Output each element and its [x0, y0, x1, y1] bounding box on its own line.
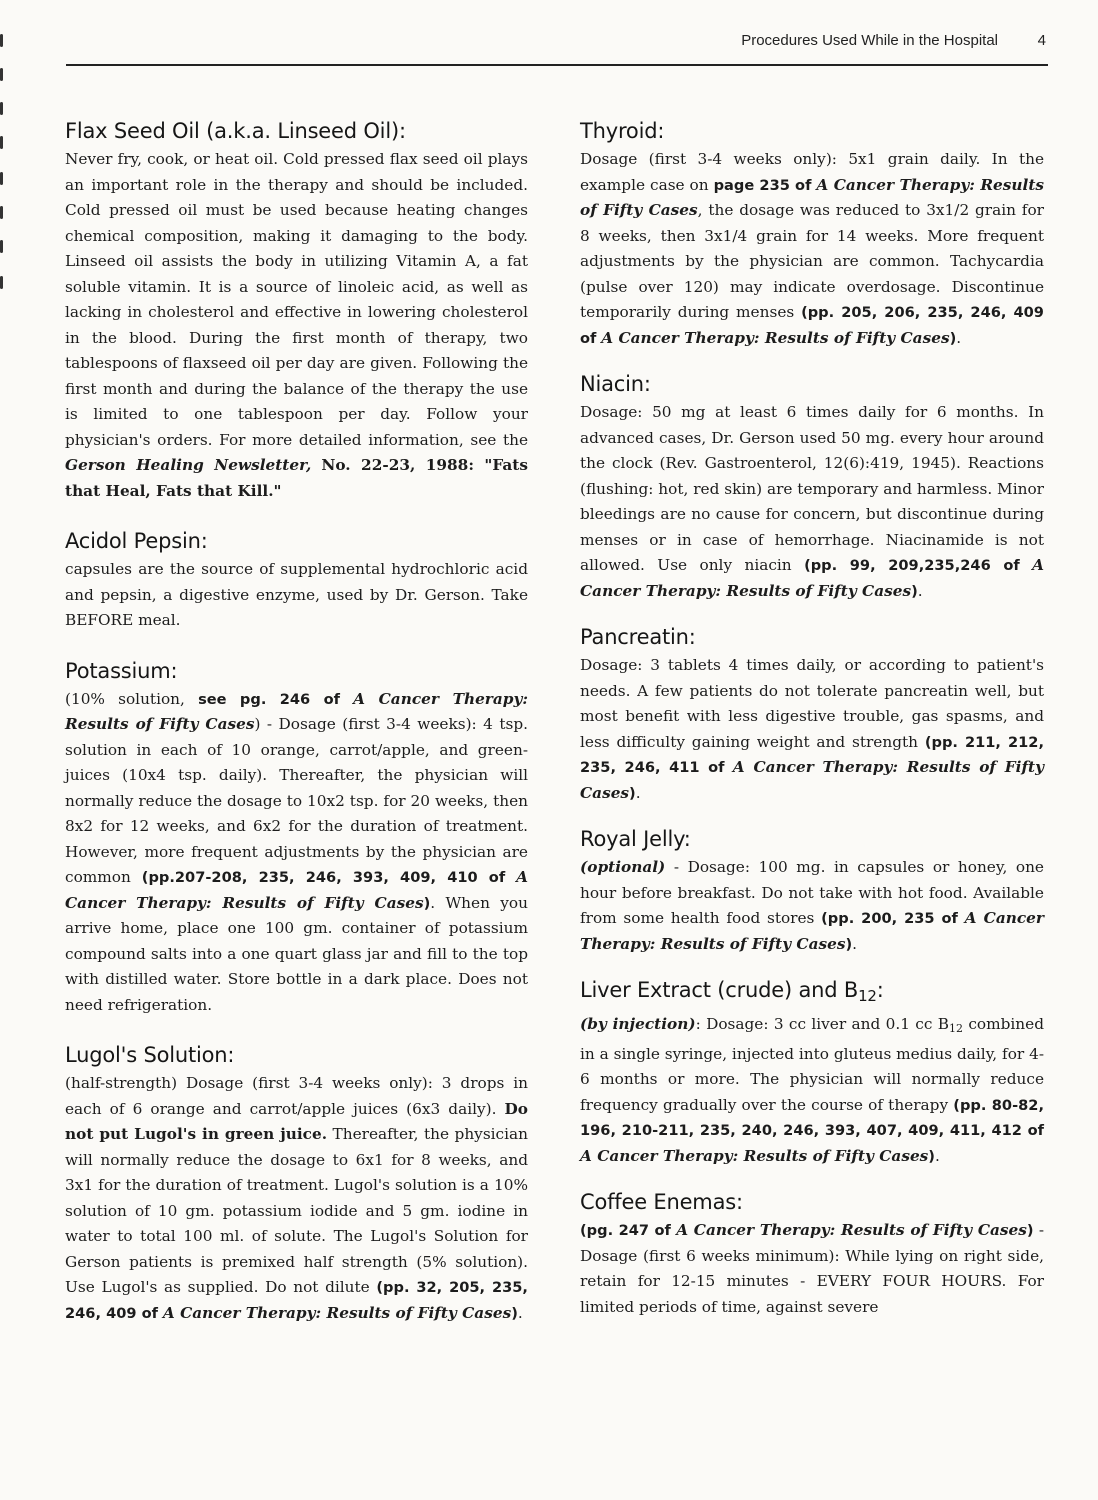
- binding-hole: [0, 240, 3, 253]
- section-heading: Liver Extract (crude) and B12:: [580, 978, 884, 1005]
- section-niacin: [580, 371, 1044, 604]
- section-body: Dosage: 3 tablets 4 times daily, or according to patient's needs. A few patients do not tolerate pancreatin well, but most benefit with less digestive trouble, gas spasms, and less difficulty gaining weight and strength (pp. 211, 212, 235, 246, 411 of A Cancer Therapy: Results of Fifty Cases).: [580, 656, 1044, 802]
- section-acidol-pepsin: [65, 528, 528, 634]
- section-heading: Coffee Enemas:: [580, 1190, 743, 1214]
- running-title: Procedures Used While in the Hospital: [741, 32, 998, 49]
- section-body: (half-strength) Dosage (first 3-4 weeks only): 3 drops in each of 6 orange and carrot/apple juices (6x3 daily). Do not put Lugol's in green juice. Thereafter, the physician will normally reduce the dosage to 6x1 for 8 weeks, and 3x1 for the duration of treatment. Lugol's solution is a 10% solution of 10 gm. potassium iodide and 5 gm. iodine in water to total 100 ml. of solute. The Lugol's Solution for Gerson patients is premixed half strength (5% solution). Use Lugol's as supplied. Do not dilute (pp. 32, 205, 235, 246, 409 of A Cancer Therapy: Results of Fifty Cases).: [65, 1074, 528, 1322]
- binding-hole: [0, 136, 3, 149]
- section-body: (10% solution, see pg. 246 of A Cancer Therapy: Results of Fifty Cases) - Dosage (first 3-4 weeks): 4 tsp. solution in each of 10 orange, carrot/apple, and green-juices (10x4 tsp. daily). Thereafter, the physician will normally reduce the dosage to 10x2 tsp. for 20 weeks, then 8x2 for 12 weeks, and 6x2 for the duration of treatment. However, more frequent adjustments by the physician are common (pp.207-208, 235, 246, 393, 409, 410 of A Cancer Therapy: Results of Fifty Cases). When you arrive home, place one 100 gm. container of potassium compound salts into a one quart glass jar and fill to the top with distilled water. Store bottle in a dark place. Does not need refrigeration.: [65, 689, 529, 1014]
- page-number: 4: [1037, 32, 1046, 49]
- section-heading: Thyroid:: [580, 119, 665, 143]
- section-heading: Niacin:: [580, 372, 651, 396]
- left-column: [65, 118, 528, 1326]
- section-heading: Royal Jelly:: [580, 827, 691, 851]
- section-heading: Lugol's Solution:: [65, 1043, 235, 1067]
- lugol-warning: Do not put Lugol's in green juice.: [65, 1099, 528, 1143]
- binding-hole: [0, 68, 3, 81]
- section-coffee-enemas: [580, 1189, 1044, 1320]
- section-pancreatin: [580, 624, 1044, 806]
- section-heading: Pancreatin:: [580, 625, 696, 649]
- section-heading: Potassium:: [65, 658, 178, 683]
- section-liver-extract: [580, 977, 1044, 1169]
- section-heading: Flax Seed Oil (a.k.a. Linseed Oil):: [65, 119, 406, 143]
- binding-hole: [0, 172, 3, 185]
- right-column: [580, 118, 1044, 1320]
- binding-hole: [0, 206, 3, 219]
- section-body: Dosage: 50 mg at least 6 times daily for 6 months. In advanced cases, Dr. Gerson used 50 mg. every hour around the clock (Rev. Gastroenterol, 12(6):419, 1945). Reactions (flushing: hot, red skin) are temporary and harmless. Minor bleedings are no cause for concern, but discontinue during menses or in case of hemorrhage. Niacinamide is not allowed. Use only niacin (pp. 99, 209,235,246 of A Cancer Therapy: Results of Fifty Cases).: [580, 403, 1044, 600]
- section-body: Never fry, cook, or heat oil. Cold pressed flax seed oil plays an important role in the therapy and should be included. Cold pressed oil must be used because heating changes chemical composition, making it damaging to the body. Linseed oil assists the body in utilizing Vitamin A, a fat soluble vitamin. It is a source of linoleic acid, as well as lacking in cholesterol and effective in lowering cholesterol in the blood. During the first month of therapy, two tablespoons of flaxseed oil per day are given. Following the first month and during the balance of the therapy the use is limited to one tablespoon per day. Follow your physician's orders. For more detailed information, see the Gerson Healing Newsletter, No. 22-23, 1988: "Fats that Heal, Fats that Kill.": [65, 150, 528, 500]
- section-body: capsules are the source of supplemental hydrochloric acid and pepsin, a digestive enzyme, used by Dr. Gerson. Take BEFORE meal.: [65, 560, 528, 629]
- section-royal-jelly: [580, 826, 1044, 957]
- section-body: Dosage (first 3-4 weeks only): 5x1 grain daily. In the example case on page 235 of A Cancer Therapy: Results of Fifty Cases, the dosage was reduced to 3x1/2 grain for 8 weeks, then 3x1/4 grain for 14 weeks. More frequent adjustments by the physician are common. Tachycardia (pulse over 120) may indicate overdosage. Discontinue temporarily during menses (pp. 205, 206, 235, 246, 409 of A Cancer Therapy: Results of Fifty Cases).: [580, 150, 1044, 347]
- page-header: [66, 30, 1048, 66]
- binding-holes: [0, 0, 6, 1500]
- binding-hole: [0, 276, 3, 289]
- section-body: (optional) - Dosage: 100 mg. in capsules or honey, one hour before breakfast. Do not take with hot food. Available from some health food stores (pp. 200, 235 of A Cancer Therapy: Results of Fifty Cases).: [580, 858, 1044, 953]
- newsletter-issue: No. 22-23, 1988: "Fats that Heal, Fats that Kill.": [65, 456, 528, 500]
- newsletter-title: Gerson Healing Newsletter,: [65, 456, 312, 474]
- binding-hole: [0, 102, 3, 115]
- section-flax-seed-oil: [65, 118, 528, 504]
- section-lugols-solution: [65, 1042, 528, 1326]
- binding-hole: [0, 34, 3, 47]
- section-body: (pg. 247 of A Cancer Therapy: Results of Fifty Cases) - Dosage (first 6 weeks minimum): While lying on right side, retain for 12-15 minutes - EVERY FOUR HOURS. For limited periods of time, against severe: [580, 1221, 1044, 1316]
- section-body: (by injection): Dosage: 3 cc liver and 0.1 cc $B_{12}$ combined in a single syringe, injected into gluteus medius daily, for 4-6 months or more. The physician will normally reduce frequency gradually over the course of therapy (pp. 80-82, 196, 210-211, 235, 240, 246, 393, 407, 409, 411, 412 of A Cancer Therapy: Results of Fifty Cases).: [580, 1015, 1044, 1165]
- section-thyroid: [580, 118, 1044, 351]
- section-heading: Acidol Pepsin:: [65, 529, 208, 553]
- section-potassium: [65, 658, 528, 1019]
